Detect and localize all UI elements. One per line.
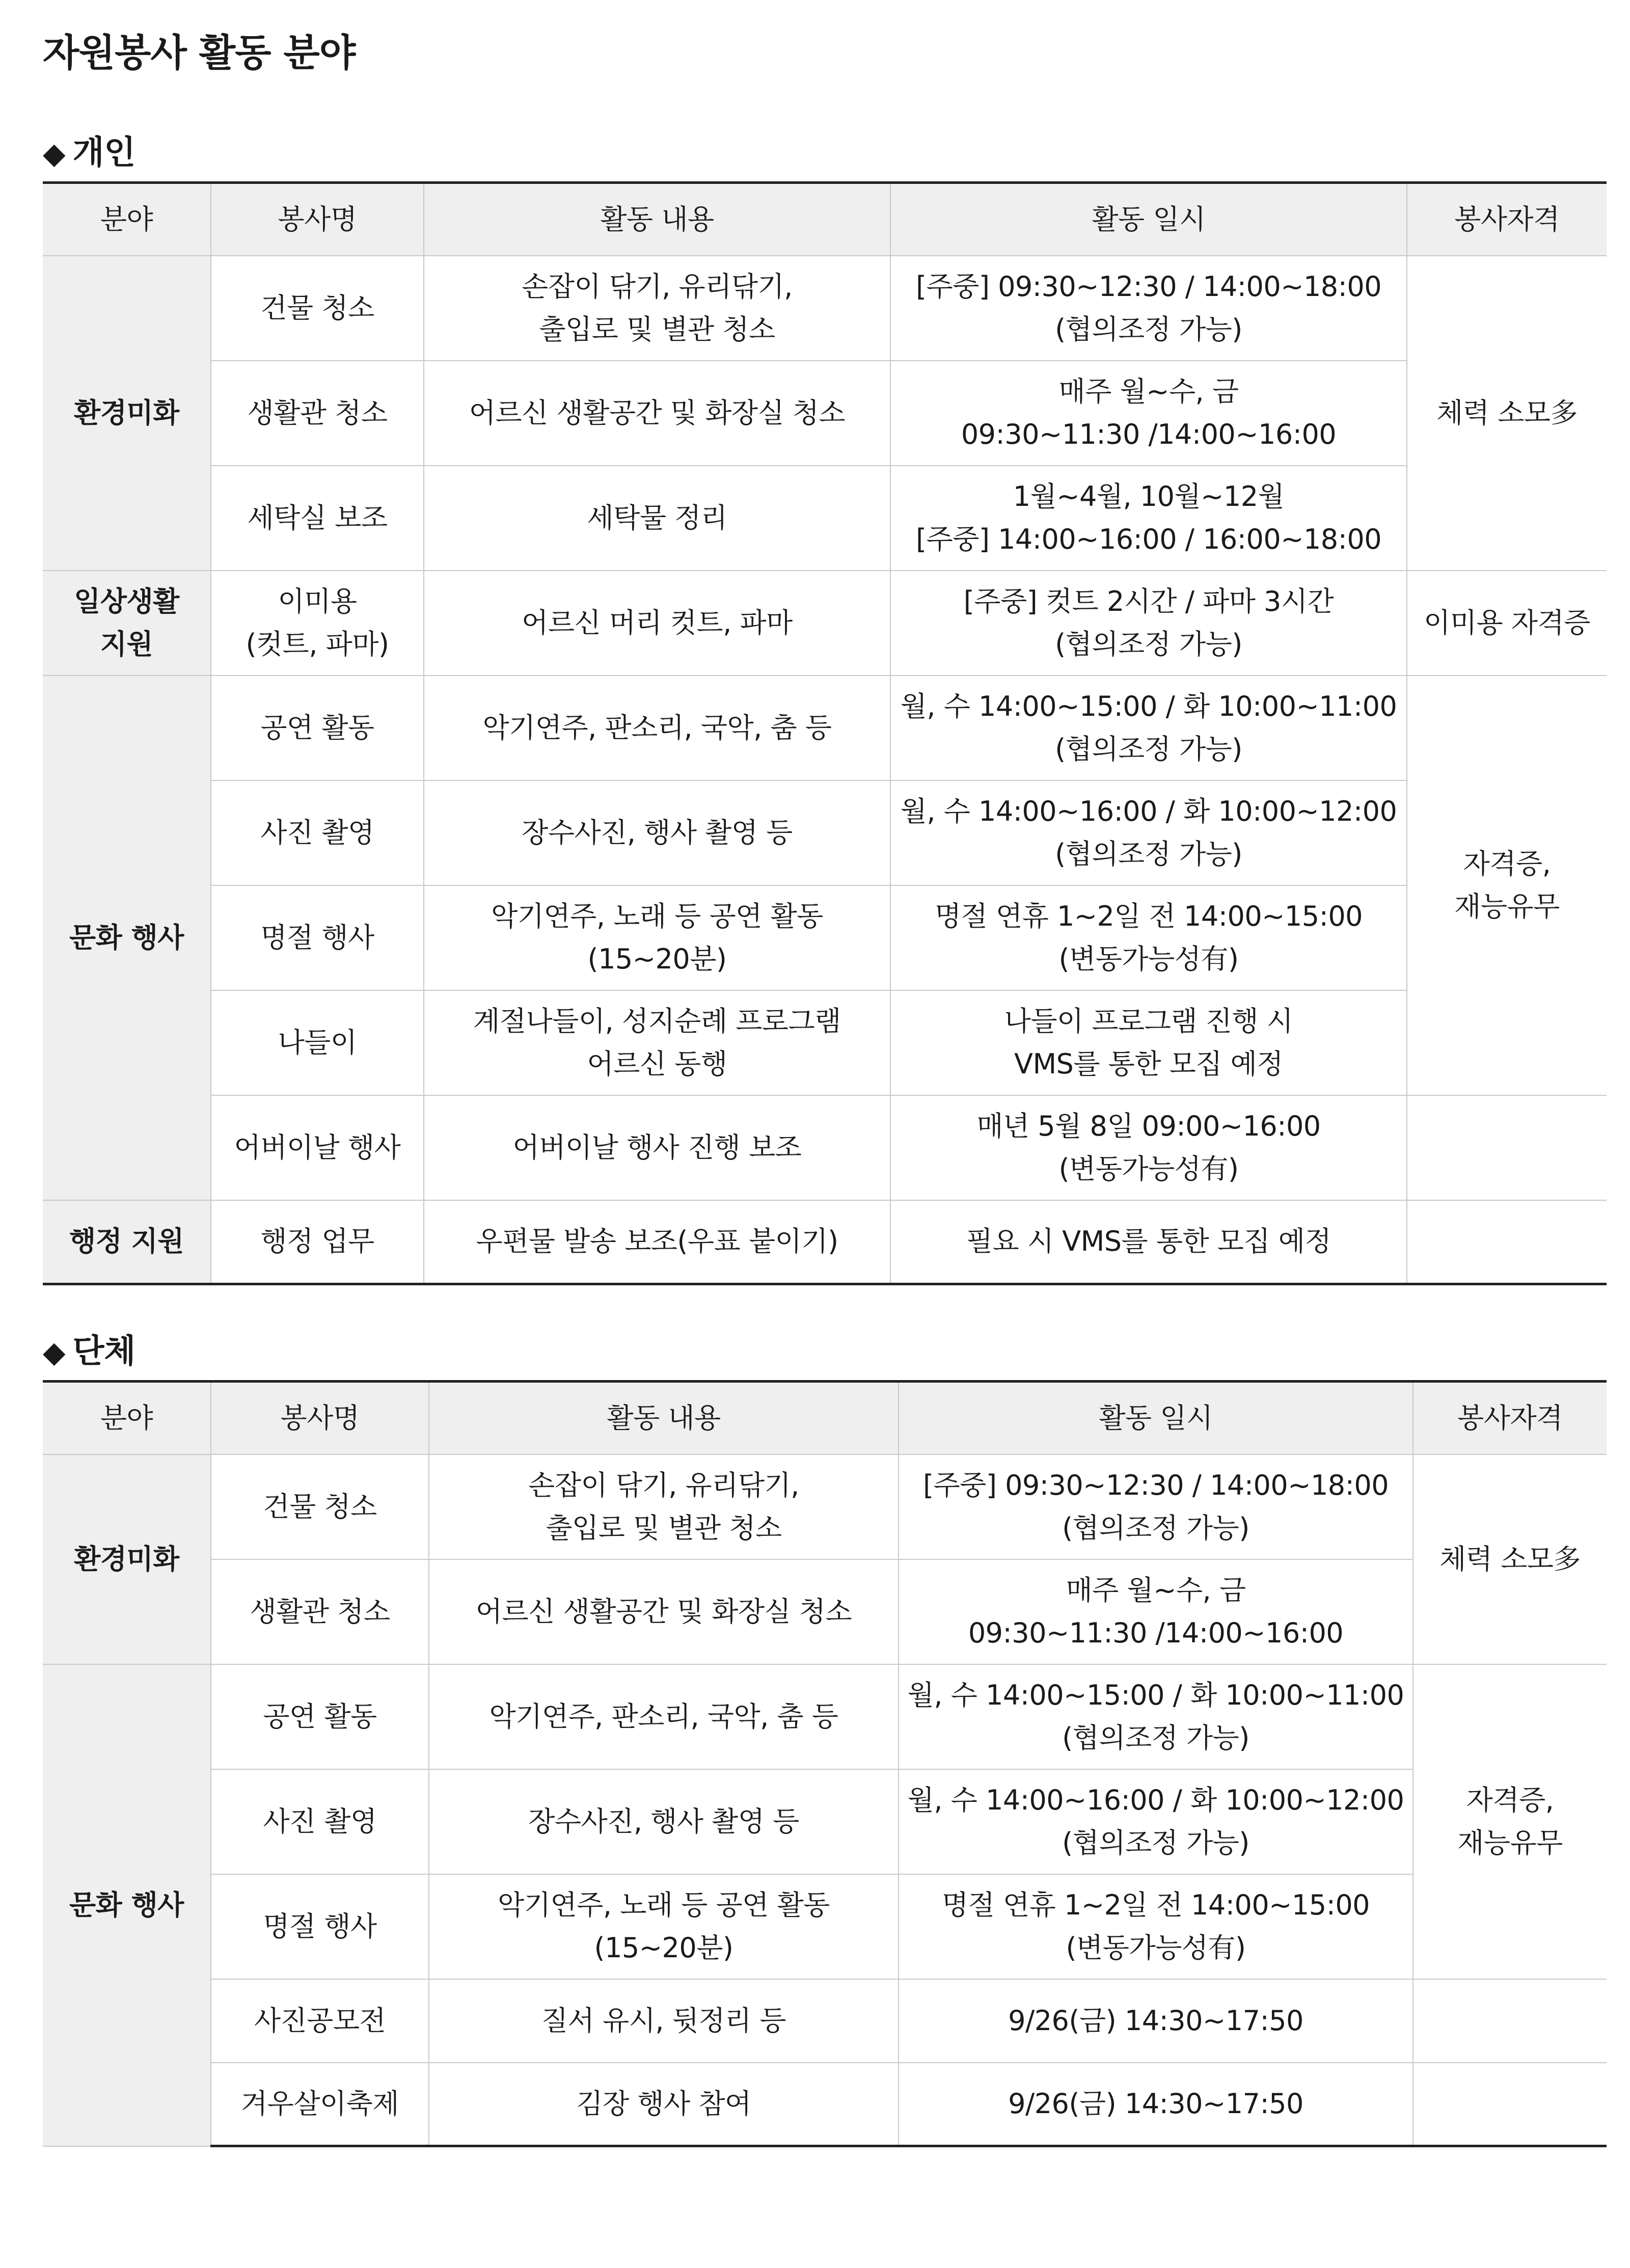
- activity-content-cell-line: 손잡이 닦기, 유리닦기,: [522, 271, 793, 303]
- service-name-cell: [211, 1979, 429, 2063]
- table-row: [43, 1200, 1607, 1284]
- service-name-cell-line: 겨우살이축제: [241, 2087, 399, 2120]
- service-name-cell-line: 명절 행사: [263, 1910, 377, 1942]
- table-row: [43, 1979, 1607, 2063]
- qualification-cell-line: 체력 소모多: [1436, 397, 1578, 429]
- activity-content-cell: [424, 676, 890, 780]
- qualification-cell-line: 자격증,: [1463, 848, 1551, 880]
- field-cell: [43, 1200, 211, 1284]
- service-name-cell-line: 생활관 청소: [250, 1595, 390, 1628]
- activity-schedule-cell: [899, 1454, 1413, 1559]
- activity-schedule-cell: [890, 571, 1407, 676]
- table-body: [43, 256, 1607, 1284]
- activity-schedule-cell-line: 09:30~11:30 /14:00~16:00: [968, 1616, 1344, 1649]
- activity-schedule-cell-line: [주중] 09:30~12:30 / 14:00~18:00: [922, 1469, 1389, 1501]
- service-name-cell-line: 생활관 청소: [247, 397, 388, 429]
- service-name-cell: [211, 466, 424, 571]
- activity-schedule-cell-line: (협의조정 가능): [1062, 1826, 1249, 1859]
- activity-content-cell: [429, 1559, 899, 1664]
- activity-schedule-cell-line: 나들이 프로그램 진행 시: [1004, 1005, 1293, 1037]
- activity-content-cell-line: (15~20분): [587, 943, 727, 975]
- qualification-cell: [1413, 2063, 1607, 2146]
- table-row: [43, 1874, 1607, 1979]
- activity-schedule-cell-line: (변동가능성有): [1058, 1153, 1239, 1185]
- service-name-cell: [211, 256, 424, 361]
- activity-schedule-cell-line: VMS를 통한 모집 예정: [1014, 1048, 1283, 1080]
- activity-content-cell-line: 장수사진, 행사 촬영 등: [528, 1805, 799, 1838]
- field-cell-line: 환경미화: [74, 1543, 179, 1575]
- activity-content-cell-line: 출입로 및 별관 청소: [546, 1511, 782, 1544]
- section-title-text: 단체: [72, 1332, 136, 1370]
- activity-content-cell: [429, 1454, 899, 1559]
- activity-schedule-cell: [890, 780, 1407, 885]
- field-cell-line: 문화 행사: [69, 922, 184, 954]
- table-row: [43, 885, 1607, 990]
- qualification-cell: [1407, 571, 1607, 676]
- activity-content-cell-line: 어르신 생활공간 및 화장실 청소: [469, 397, 846, 429]
- table-body: [43, 1454, 1607, 2146]
- section-title-text: 개인: [72, 134, 136, 172]
- activity-content-cell-line: 출입로 및 별관 청소: [539, 313, 775, 345]
- activity-schedule-cell: [890, 466, 1407, 571]
- service-name-cell: [211, 1769, 429, 1874]
- service-name-cell-line: 사진공모전: [254, 2004, 386, 2037]
- activity-content-cell: [429, 1874, 899, 1979]
- table-row: [43, 466, 1607, 571]
- activity-content-cell-line: (15~20분): [594, 1931, 734, 1964]
- activity-content-cell: [424, 466, 890, 571]
- header-activity-content: 활동 내용: [429, 1381, 899, 1454]
- activity-content-cell: [424, 885, 890, 990]
- activity-content-cell: [424, 361, 890, 466]
- group-activity-table: [43, 1380, 1607, 2148]
- table-row: [43, 1559, 1607, 1664]
- qualification-cell: [1407, 676, 1607, 1095]
- qualification-cell: [1407, 1095, 1607, 1200]
- activity-content-cell-line: 악기연주, 노래 등 공연 활동: [498, 1888, 830, 1921]
- activity-content-cell-line: 손잡이 닦기, 유리닦기,: [528, 1469, 799, 1501]
- field-cell: [43, 1454, 211, 1664]
- activity-content-cell-line: 김장 행사 참여: [576, 2087, 751, 2120]
- activity-content-cell-line: 세탁물 정리: [587, 502, 727, 534]
- service-name-cell-line: 명절 행사: [260, 922, 374, 954]
- activity-content-cell-line: 악기연주, 판소리, 국악, 춤 등: [482, 712, 832, 744]
- activity-content-cell: [424, 990, 890, 1095]
- qualification-cell-line: 체력 소모多: [1439, 1543, 1581, 1575]
- activity-schedule-cell-line: (협의조정 가능): [1062, 1511, 1249, 1544]
- individual-activity-table: [43, 181, 1607, 1285]
- activity-content-cell: [424, 571, 890, 676]
- service-name-cell: [211, 1095, 424, 1200]
- page-title: 자원봉사 활동 분야: [43, 31, 356, 75]
- service-name-cell-line: 어버이날 행사: [234, 1131, 401, 1164]
- service-name-cell: [211, 571, 424, 676]
- activity-schedule-cell-line: 월, 수 14:00~15:00 / 화 10:00~11:00: [907, 1679, 1404, 1711]
- table-row: [43, 361, 1607, 466]
- service-name-cell-line: 나들이: [278, 1027, 357, 1059]
- field-cell: [43, 1664, 211, 2146]
- diamond-icon: ◆: [43, 136, 66, 171]
- field-cell-line: 환경미화: [74, 397, 179, 429]
- activity-content-cell-line: 장수사진, 행사 촬영 등: [522, 817, 793, 849]
- header-qualification: 봉사자격: [1413, 1381, 1607, 1454]
- service-name-cell-line: 사진 촬영: [263, 1805, 377, 1838]
- section-title-individual: [43, 132, 1607, 173]
- activity-schedule-cell: [899, 1559, 1413, 1664]
- activity-content-cell: [424, 1200, 890, 1284]
- activity-schedule-cell: [890, 990, 1407, 1095]
- activity-content-cell-line: 어르신 생활공간 및 화장실 청소: [475, 1595, 852, 1628]
- header-activity-schedule: 활동 일시: [890, 183, 1407, 256]
- service-name-cell-line: (컷트, 파마): [246, 628, 389, 660]
- header-field: 분야: [43, 1381, 211, 1454]
- activity-schedule-cell-line: (협의조정 가능): [1055, 838, 1242, 870]
- field-cell: [43, 676, 211, 1200]
- header-activity-content: 활동 내용: [424, 183, 890, 256]
- activity-schedule-cell-line: [주중] 14:00~16:00 / 16:00~18:00: [915, 523, 1382, 555]
- table-row: [43, 2063, 1607, 2146]
- activity-schedule-cell-line: 월, 수 14:00~16:00 / 화 10:00~12:00: [907, 1784, 1404, 1816]
- table-row: [43, 1095, 1607, 1200]
- service-name-cell: [211, 1454, 429, 1559]
- activity-schedule-cell: [890, 256, 1407, 361]
- activity-schedule-cell-line: (변동가능성有): [1066, 1931, 1246, 1964]
- section-title-group: [43, 1331, 1607, 1372]
- service-name-cell-line: 공연 활동: [263, 1700, 377, 1733]
- header-activity-schedule: 활동 일시: [899, 1381, 1413, 1454]
- activity-schedule-cell-line: 매년 5월 8일 09:00~16:00: [976, 1110, 1321, 1142]
- activity-schedule-cell-line: 명절 연휴 1~2일 전 14:00~15:00: [934, 900, 1363, 932]
- activity-schedule-cell: [890, 361, 1407, 466]
- service-name-cell-line: 세탁실 보조: [247, 502, 388, 534]
- service-name-cell: [211, 780, 424, 885]
- service-name-cell-line: 건물 청소: [263, 1490, 377, 1523]
- activity-schedule-cell-line: (협의조정 가능): [1062, 1721, 1249, 1754]
- service-name-cell: [211, 1664, 429, 1769]
- service-name-cell-line: 사진 촬영: [260, 817, 374, 849]
- service-name-cell: [211, 676, 424, 780]
- qualification-cell-line: 재능유무: [1457, 1826, 1563, 1859]
- field-cell-line: 문화 행사: [69, 1888, 184, 1921]
- activity-schedule-cell-line: (협의조정 가능): [1055, 733, 1242, 765]
- activity-content-cell: [429, 2063, 899, 2146]
- activity-schedule-cell-line: 명절 연휴 1~2일 전 14:00~15:00: [941, 1888, 1370, 1921]
- qualification-cell: [1413, 1664, 1607, 1979]
- activity-content-cell: [424, 780, 890, 885]
- table-row: [43, 780, 1607, 885]
- header-service-name: 봉사명: [211, 1381, 429, 1454]
- activity-content-cell-line: 질서 유시, 뒷정리 등: [541, 2004, 786, 2037]
- activity-content-cell-line: 악기연주, 판소리, 국악, 춤 등: [489, 1700, 838, 1733]
- activity-schedule-cell-line: 1월~4월, 10월~12월: [1013, 480, 1285, 512]
- table-row: [43, 571, 1607, 676]
- activity-schedule-cell: [890, 1200, 1407, 1284]
- activity-schedule-cell: [899, 1874, 1413, 1979]
- service-name-cell: [211, 361, 424, 466]
- field-cell-line: 일상생활: [74, 585, 179, 617]
- diamond-icon: ◆: [43, 1334, 66, 1369]
- activity-schedule-cell: [899, 1979, 1413, 2063]
- table-header-row: [43, 183, 1607, 256]
- table-row: [43, 1664, 1607, 1769]
- activity-content-cell-line: 계절나들이, 성지순례 프로그램: [473, 1005, 841, 1037]
- field-cell: [43, 256, 211, 571]
- activity-schedule-cell: [899, 1769, 1413, 1874]
- activity-schedule-cell-line: [주중] 컷트 2시간 / 파마 3시간: [963, 585, 1334, 617]
- activity-schedule-cell: [890, 885, 1407, 990]
- table-row: [43, 676, 1607, 780]
- activity-content-cell-line: 어버이날 행사 진행 보조: [512, 1131, 802, 1164]
- activity-schedule-cell-line: 월, 수 14:00~15:00 / 화 10:00~11:00: [900, 690, 1397, 722]
- table-row: [43, 1454, 1607, 1559]
- activity-content-cell: [429, 1769, 899, 1874]
- table-header-row: [43, 1381, 1607, 1454]
- service-name-cell-line: 행정 업무: [260, 1225, 374, 1258]
- service-name-cell-line: 이미용: [278, 585, 357, 617]
- field-cell-line: 행정 지원: [69, 1225, 184, 1258]
- table-row: [43, 1769, 1607, 1874]
- field-cell-line: 지원: [100, 628, 153, 660]
- activity-content-cell-line: 어르신 동행: [587, 1048, 727, 1080]
- document-page: [43, 24, 1607, 2147]
- activity-schedule-cell-line: (협의조정 가능): [1055, 313, 1242, 345]
- service-name-cell: [211, 2063, 429, 2146]
- activity-schedule-cell: [890, 1095, 1407, 1200]
- table-row: [43, 990, 1607, 1095]
- service-name-cell: [211, 885, 424, 990]
- activity-content-cell: [424, 1095, 890, 1200]
- activity-schedule-cell: [899, 2063, 1413, 2146]
- activity-schedule-cell-line: 9/26(금) 14:30~17:50: [1008, 2004, 1303, 2037]
- qualification-cell: [1407, 256, 1607, 571]
- service-name-cell: [211, 1200, 424, 1284]
- qualification-cell-line: 자격증,: [1466, 1784, 1554, 1816]
- qualification-cell-line: 이미용 자격증: [1424, 607, 1590, 639]
- activity-schedule-cell-line: (협의조정 가능): [1055, 628, 1242, 660]
- activity-content-cell: [424, 256, 890, 361]
- activity-schedule-cell-line: 필요 시 VMS를 통한 모집 예정: [966, 1225, 1332, 1258]
- activity-schedule-cell-line: 매주 월~수, 금: [1058, 375, 1239, 408]
- service-name-cell-line: 건물 청소: [260, 292, 374, 324]
- activity-schedule-cell-line: 09:30~11:30 /14:00~16:00: [961, 418, 1337, 450]
- activity-content-cell: [429, 1664, 899, 1769]
- field-cell: [43, 571, 211, 676]
- service-name-cell: [211, 1874, 429, 1979]
- activity-schedule-cell: [899, 1664, 1413, 1769]
- header-field: 분야: [43, 183, 211, 256]
- activity-content-cell-line: 우편물 발송 보조(우표 붙이기): [476, 1225, 838, 1258]
- qualification-cell: [1413, 1979, 1607, 2063]
- activity-schedule-cell-line: 월, 수 14:00~16:00 / 화 10:00~12:00: [900, 795, 1397, 827]
- service-name-cell-line: 공연 활동: [260, 712, 374, 744]
- activity-schedule-cell-line: [주중] 09:30~12:30 / 14:00~18:00: [915, 271, 1382, 303]
- service-name-cell: [211, 990, 424, 1095]
- table-row: [43, 256, 1607, 361]
- service-name-cell: [211, 1559, 429, 1664]
- header-qualification: 봉사자격: [1407, 183, 1607, 256]
- header-service-name: 봉사명: [211, 183, 424, 256]
- activity-schedule-cell: [890, 676, 1407, 780]
- qualification-cell: [1407, 1200, 1607, 1284]
- qualification-cell: [1413, 1454, 1607, 1664]
- activity-content-cell-line: 어르신 머리 컷트, 파마: [522, 607, 793, 639]
- qualification-cell-line: 재능유무: [1454, 890, 1560, 923]
- activity-schedule-cell-line: (변동가능성有): [1058, 943, 1239, 975]
- activity-schedule-cell-line: 9/26(금) 14:30~17:50: [1008, 2087, 1303, 2120]
- activity-content-cell: [429, 1979, 899, 2063]
- activity-schedule-cell-line: 매주 월~수, 금: [1066, 1574, 1246, 1606]
- activity-content-cell-line: 악기연주, 노래 등 공연 활동: [491, 900, 823, 932]
